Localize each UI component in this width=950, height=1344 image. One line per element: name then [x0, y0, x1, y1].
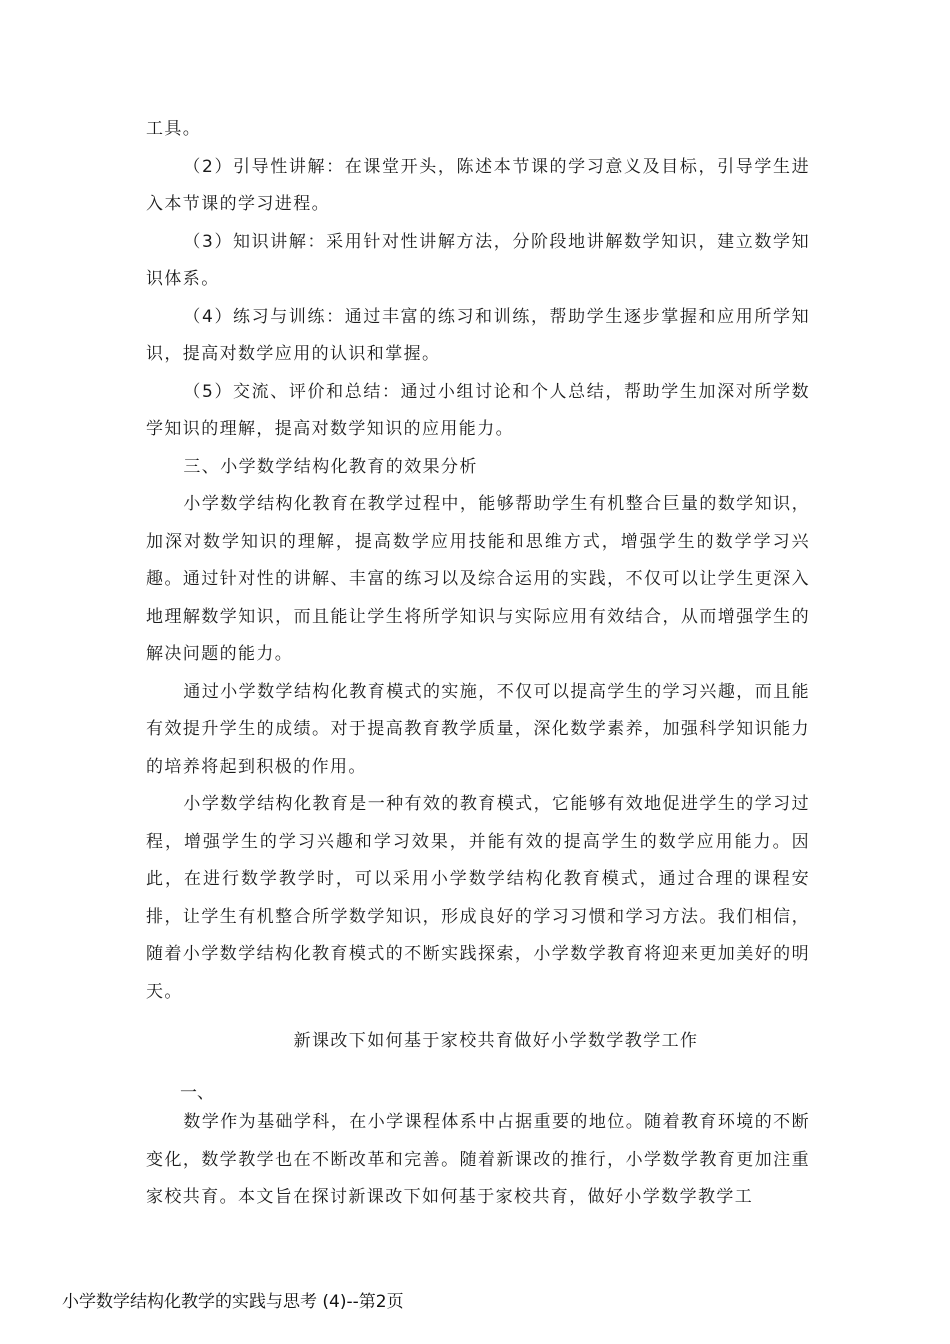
- paragraph-intro: 数学作为基础学科，在小学课程体系中占据重要的地位。随着教育环境的不断变化，数学教学也在不断改革和完善。随着新课改的推行，小学数学教育更加注重家校共育。本文旨在探讨新课改下如何基于家校共育，做好小学数学教学工: [146, 1112, 810, 1207]
- text-block-1: [146, 111, 810, 1011]
- text-block-2: [146, 1104, 810, 1217]
- paragraph-effect-2: 通过小学数学结构化教育模式的实施，不仅可以提高学生的学习兴趣，而且能有效提升学生的成绩。对于提高教育教学质量，深化数学素养，加强科学知识能力的培养将起到积极的作用。: [146, 681, 810, 777]
- section-heading-3: 三、小学数学结构化教育的效果分析: [183, 456, 478, 477]
- continuation-line: 工具。: [146, 119, 202, 139]
- paragraph-effect-1: 小学数学结构化教育在教学过程中，能够帮助学生有机整合巨量的数学知识，加深对数学知识的理解，提高数学应用技能和思维方式，增强学生的数学学习兴趣。通过针对性的讲解、丰富的练习以及综合运用的实践，不仅可以让学生更深入地理解数学知识，而且能让学生将所学知识与实际应用有效结合，从而增强学生的解决问题的能力。: [146, 494, 810, 664]
- article-title: 新课改下如何基于家校共育做好小学数学教学工作: [293, 1031, 699, 1051]
- paragraph-step-4: （4）练习与训练：通过丰富的练习和训练，帮助学生逐步掌握和应用所学知识，提高对数学应用的认识和掌握。: [146, 306, 810, 364]
- paragraph-step-5: （5）交流、评价和总结：通过小组讨论和个人总结，帮助学生加深对所学数学知识的理解，提高对数学知识的应用能力。: [146, 381, 810, 439]
- section-one-heading: 一、: [180, 1083, 214, 1103]
- paragraph-conclusion: 小学数学结构化教育是一种有效的教育模式，它能够有效地促进学生的学习过程，增强学生的学习兴趣和学习效果，并能有效的提高学生的数学应用能力。因此，在进行数学教学时，可以采用小学数学结构化教育模式，通过合理的课程安排，让学生有机整合所学数学知识，形成良好的学习习惯和学习方法。我们相信，随着小学数学结构化教育模式的不断实践探索，小学数学教育将迎来更加美好的明天。: [146, 794, 810, 1002]
- paragraph-step-2: （2）引导性讲解：在课堂开头，陈述本节课的学习意义及目标，引导学生进入本节课的学习进程。: [146, 156, 810, 214]
- page-footer: 小学数学结构化教学的实践与思考 (4)--第2页: [62, 1292, 404, 1312]
- paragraph-step-3: （3）知识讲解：采用针对性讲解方法，分阶段地讲解数学知识，建立数学知识体系。: [146, 231, 810, 289]
